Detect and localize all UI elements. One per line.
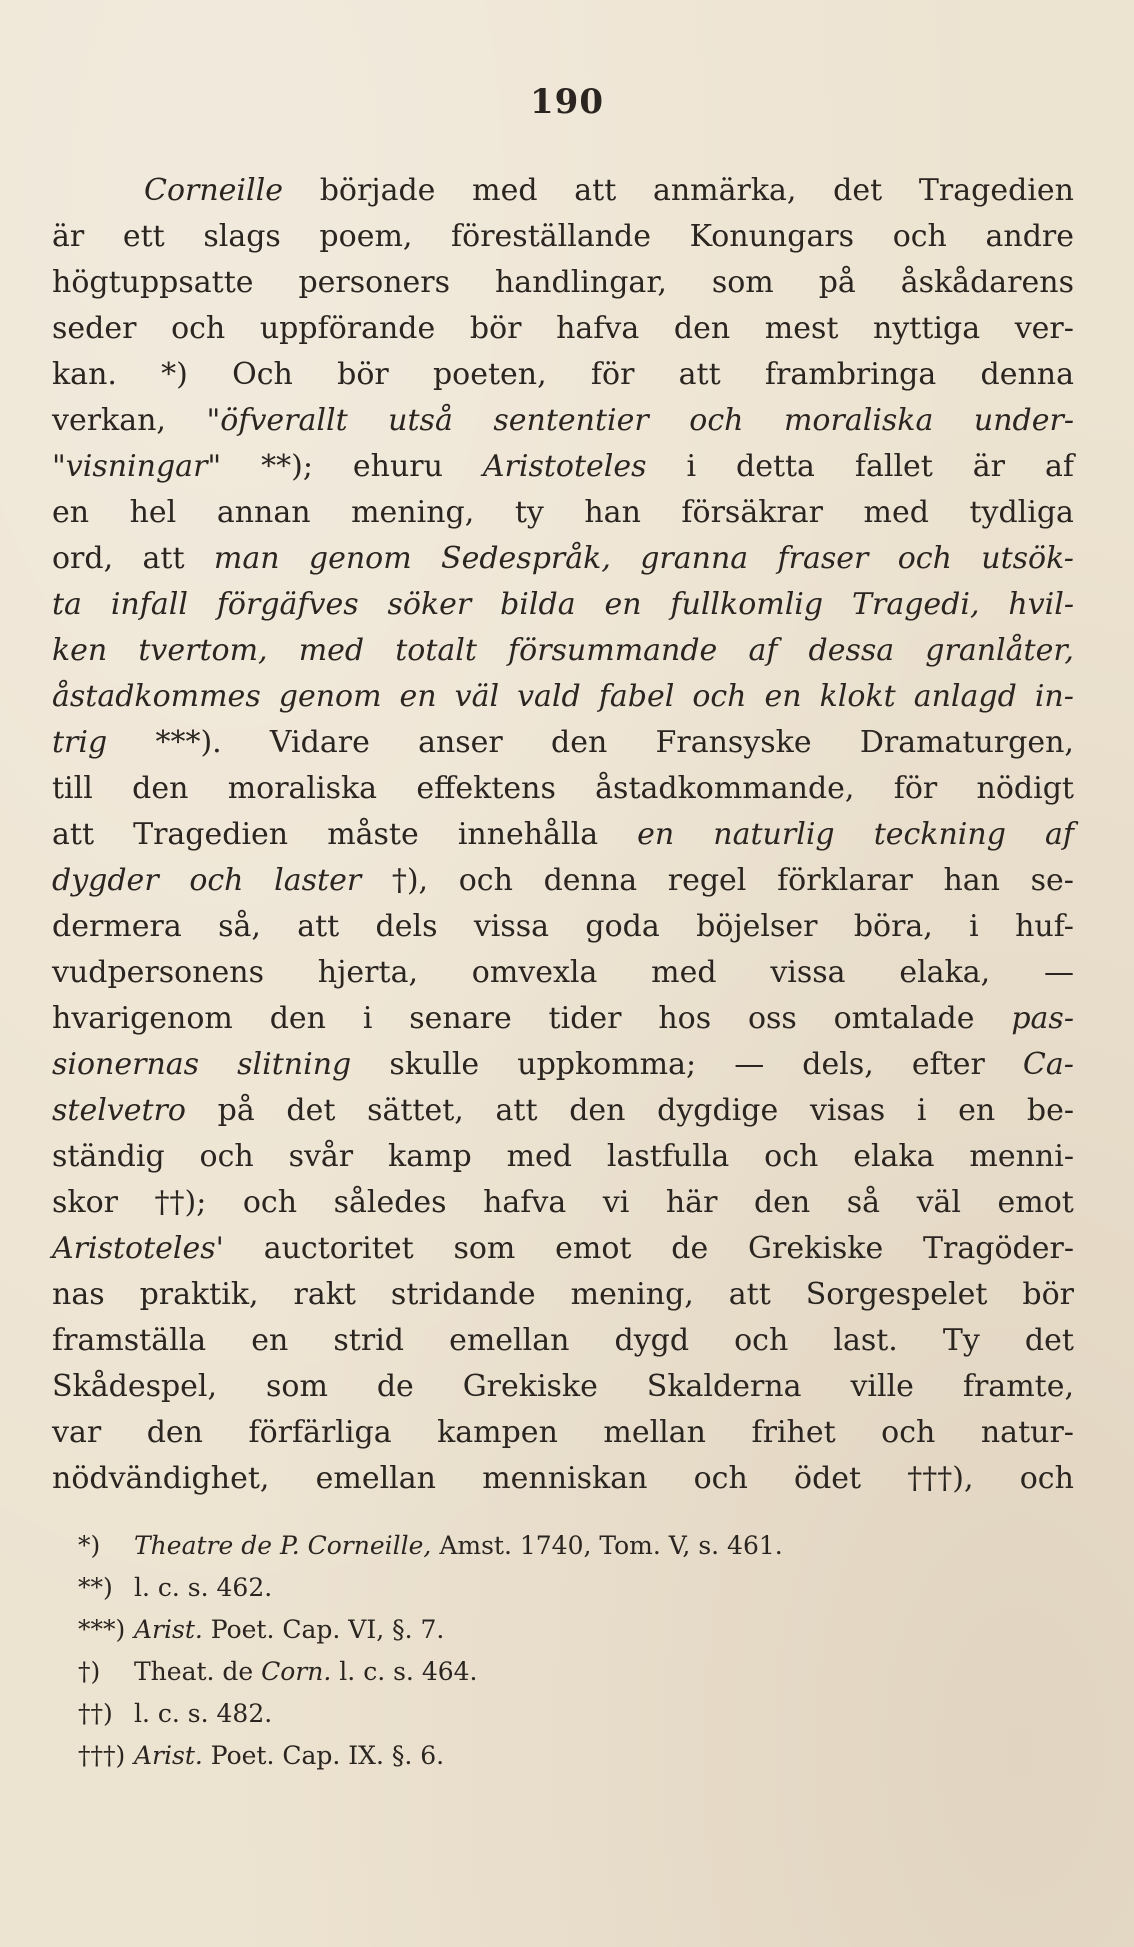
word: högtuppsatte xyxy=(52,265,254,300)
word: pas- xyxy=(1011,1001,1074,1036)
word: verkan, xyxy=(52,403,166,438)
word: ehuru xyxy=(352,449,443,484)
text-line xyxy=(52,1180,1074,1226)
word: lastfulla xyxy=(606,1139,730,1174)
word: fraser xyxy=(777,541,869,576)
word: efter xyxy=(911,1047,985,1082)
word: "visningar" xyxy=(52,449,222,484)
word: visas xyxy=(809,1093,886,1128)
word: och xyxy=(892,219,947,254)
word: och xyxy=(242,1185,298,1220)
word: en xyxy=(958,1093,996,1128)
word: emot xyxy=(997,1185,1074,1220)
word: den xyxy=(551,725,608,760)
word: detta xyxy=(735,449,815,484)
word: förklarar xyxy=(777,863,913,898)
word: tydliga xyxy=(969,495,1074,530)
word: slitning xyxy=(237,1047,352,1082)
word: de xyxy=(376,1369,414,1404)
footnote xyxy=(78,1735,1058,1777)
word: teckning xyxy=(873,817,1006,852)
word: af xyxy=(748,633,778,668)
word: så xyxy=(846,1185,881,1220)
word: Ty xyxy=(942,1323,980,1358)
word: och xyxy=(881,1415,936,1450)
word: *) xyxy=(161,357,188,392)
word: och xyxy=(734,1323,789,1358)
word: det xyxy=(1024,1323,1074,1358)
word: Dramaturgen, xyxy=(859,725,1074,760)
page-number: 190 xyxy=(530,82,604,122)
word: den xyxy=(569,1093,626,1128)
word: denna xyxy=(980,357,1074,392)
text-line xyxy=(52,1456,1074,1502)
word: Grekiske xyxy=(748,1231,884,1266)
word: den xyxy=(753,1185,811,1220)
word: sionernas xyxy=(52,1047,200,1082)
word: Sedespråk, xyxy=(441,541,611,576)
word: trig xyxy=(52,725,108,760)
word: vudpersonens xyxy=(52,955,265,990)
word: vissa xyxy=(770,955,846,990)
word: och xyxy=(689,403,744,438)
word: bilda xyxy=(500,587,576,622)
word: goda xyxy=(585,909,660,944)
word: dermera xyxy=(52,909,182,944)
word: tvertom, xyxy=(138,633,268,668)
word: skulle xyxy=(389,1047,480,1082)
text-line xyxy=(52,582,1074,628)
footnote-text: Theatre de P. Corneille, xyxy=(134,1531,432,1560)
word: i xyxy=(969,909,979,944)
word: slags xyxy=(203,219,281,254)
word: förgäfves xyxy=(216,587,359,622)
word: ödet xyxy=(794,1461,862,1496)
word: i xyxy=(362,1001,373,1036)
word: Tragöder- xyxy=(923,1231,1074,1266)
word: att xyxy=(574,173,617,208)
word: anser xyxy=(418,725,503,760)
word: †††), xyxy=(907,1461,974,1496)
word: mest xyxy=(764,311,839,346)
text-line xyxy=(52,996,1074,1042)
word: hafva xyxy=(556,311,640,346)
word: Vidare xyxy=(269,725,370,760)
word: skor xyxy=(52,1185,118,1220)
word: frambringa xyxy=(764,357,937,392)
footnote xyxy=(78,1567,1058,1609)
word: frihet xyxy=(751,1415,836,1450)
word: framställa xyxy=(52,1323,207,1358)
word: och xyxy=(171,311,226,346)
word: nas xyxy=(52,1277,105,1312)
word: och xyxy=(189,863,244,898)
word: med xyxy=(651,955,717,990)
word: åstadkommes xyxy=(52,679,261,714)
word: se- xyxy=(1030,863,1074,898)
word: som xyxy=(711,265,774,300)
word: Konungars xyxy=(689,219,855,254)
text-line xyxy=(52,1088,1074,1134)
word: bör xyxy=(1022,1277,1074,1312)
word: — xyxy=(1043,955,1074,990)
word: genom xyxy=(278,679,382,714)
word: väl xyxy=(916,1185,962,1220)
text-line xyxy=(52,674,1074,720)
word: är xyxy=(972,449,1006,484)
word: och xyxy=(692,679,747,714)
word: svår xyxy=(288,1139,354,1174)
word: rakt xyxy=(293,1277,356,1312)
word: hjerta, xyxy=(317,955,418,990)
word: praktik, xyxy=(139,1277,259,1312)
word: andre xyxy=(985,219,1074,254)
text-line xyxy=(52,904,1074,950)
word: med xyxy=(506,1139,572,1174)
word: handlingar, xyxy=(494,265,667,300)
word: moraliska xyxy=(227,771,378,806)
word: kan. xyxy=(52,357,117,392)
footnote-text: Corn. xyxy=(261,1657,332,1686)
footnote-text: l. c. s. 462. xyxy=(134,1573,273,1602)
word: försummande xyxy=(508,633,718,668)
word: för xyxy=(590,357,635,392)
word: ††); xyxy=(154,1185,207,1220)
word: på xyxy=(818,265,856,300)
word: böjelser xyxy=(696,909,818,944)
word: klokt xyxy=(819,679,896,714)
text-line xyxy=(52,536,1074,582)
word: började xyxy=(319,173,436,208)
word: mellan xyxy=(603,1415,706,1450)
word: stridande xyxy=(390,1277,536,1312)
word: det xyxy=(833,173,883,208)
footnote xyxy=(78,1693,1058,1735)
word: emellan xyxy=(315,1461,436,1496)
word: bör xyxy=(337,357,389,392)
footnote-mark: ††) xyxy=(78,1699,113,1728)
text-line xyxy=(52,260,1074,306)
word: fabel xyxy=(598,679,675,714)
text-line xyxy=(52,168,1074,214)
word: och xyxy=(458,863,513,898)
text-line xyxy=(52,1226,1074,1272)
word: för xyxy=(893,771,938,806)
word: oss xyxy=(747,1001,797,1036)
word: i xyxy=(686,449,697,484)
word: åstadkommande, xyxy=(595,771,855,806)
footnote-text: Arist. xyxy=(134,1741,203,1770)
text-line xyxy=(52,352,1074,398)
word: som xyxy=(453,1231,516,1266)
word: att xyxy=(678,357,721,392)
word: mening, xyxy=(351,495,475,530)
word: dessa xyxy=(808,633,895,668)
text-line xyxy=(52,490,1074,536)
footnotes xyxy=(78,1525,1058,1777)
word: mening, xyxy=(570,1277,694,1312)
word: in- xyxy=(1034,679,1074,714)
word: framte, xyxy=(962,1369,1074,1404)
word: väl xyxy=(454,679,500,714)
word: anlagd xyxy=(913,679,1017,714)
word: med xyxy=(472,173,538,208)
word: att xyxy=(142,541,185,576)
text-line xyxy=(52,720,1074,766)
word: effektens xyxy=(416,771,556,806)
word: nödvändighet, xyxy=(52,1461,270,1496)
word: †), xyxy=(391,863,429,898)
word: sättet, xyxy=(367,1093,464,1128)
word: att xyxy=(495,1093,538,1128)
word: uppförande xyxy=(259,311,436,346)
word: omvexla xyxy=(471,955,598,990)
word: strid xyxy=(333,1323,404,1358)
word: att xyxy=(52,817,94,852)
text-line xyxy=(52,1364,1074,1410)
footnote xyxy=(78,1651,1058,1693)
word: ville xyxy=(850,1369,914,1404)
word: vissa xyxy=(473,909,550,944)
word: Fransyske xyxy=(655,725,812,760)
word: Aristoteles' xyxy=(52,1231,224,1266)
word: således xyxy=(333,1185,447,1220)
word: ken xyxy=(52,633,108,668)
word: att xyxy=(297,909,340,944)
text-line xyxy=(52,1042,1074,1088)
footnote-text: Amst. 1740, Tom. V, s. 461. xyxy=(431,1531,783,1560)
text-line xyxy=(52,812,1074,858)
word: ta xyxy=(52,587,82,622)
text-line xyxy=(52,628,1074,674)
word: hafva xyxy=(483,1185,567,1220)
word: poeten, xyxy=(432,357,547,392)
word: uppkomma; xyxy=(517,1047,697,1082)
word: med xyxy=(863,495,929,530)
word: sententier xyxy=(493,403,649,438)
text-line xyxy=(52,1272,1074,1318)
word: kamp xyxy=(388,1139,472,1174)
word: utså xyxy=(388,403,453,438)
word: omtalade xyxy=(833,1001,975,1036)
word: Aristoteles xyxy=(482,449,647,484)
word: fallet xyxy=(854,449,933,484)
word: förfärliga xyxy=(248,1415,392,1450)
word: han xyxy=(943,863,1000,898)
word: infall xyxy=(110,587,188,622)
word: en xyxy=(764,679,802,714)
word: en xyxy=(399,679,437,714)
word: Och xyxy=(232,357,293,392)
word: dels, xyxy=(802,1047,874,1082)
word: naturlig xyxy=(713,817,835,852)
word: var xyxy=(52,1415,102,1450)
footnote-text: Arist. xyxy=(134,1615,203,1644)
word: genom xyxy=(308,541,412,576)
word: dygder xyxy=(52,863,159,898)
word: hos xyxy=(658,1001,712,1036)
word: den xyxy=(673,311,731,346)
footnote xyxy=(78,1609,1058,1651)
footnote-text: l. c. s. 482. xyxy=(134,1699,273,1728)
word: åskådarens xyxy=(900,265,1074,300)
word: hel xyxy=(129,495,177,530)
word: ett xyxy=(122,219,165,254)
word: granna xyxy=(640,541,749,576)
word: en xyxy=(604,587,642,622)
word: ver- xyxy=(1014,311,1074,346)
word: personers xyxy=(298,265,451,300)
text-line xyxy=(52,950,1074,996)
word: vald xyxy=(517,679,581,714)
word: som xyxy=(265,1369,328,1404)
word: menni- xyxy=(969,1139,1074,1174)
footnote-mark: ***) xyxy=(78,1615,126,1644)
word: annan xyxy=(216,495,311,530)
word: böra, xyxy=(853,909,933,944)
word: nödigt xyxy=(976,771,1074,806)
word: ty xyxy=(514,495,544,530)
word: anmärka, xyxy=(652,173,797,208)
word: granlåter, xyxy=(925,633,1074,668)
word: Grekiske xyxy=(462,1369,598,1404)
word: så, xyxy=(218,909,261,944)
word: söker xyxy=(387,587,472,622)
word: dygdige xyxy=(657,1093,779,1128)
word: och xyxy=(1019,1461,1074,1496)
word: och xyxy=(199,1139,254,1174)
word: en xyxy=(637,817,675,852)
word: elaka, xyxy=(899,955,991,990)
text-line xyxy=(52,1134,1074,1180)
text-line xyxy=(52,766,1074,812)
word: dels xyxy=(375,909,438,944)
word: den xyxy=(146,1415,203,1450)
word: huf- xyxy=(1015,909,1074,944)
word: af xyxy=(1044,817,1074,852)
footnote-mark: *) xyxy=(78,1531,101,1560)
word: med xyxy=(298,633,365,668)
word: laster xyxy=(274,863,362,898)
word: emellan xyxy=(449,1323,570,1358)
word: måste xyxy=(327,817,419,852)
text-line xyxy=(52,398,1074,444)
word: senare xyxy=(409,1001,512,1036)
word: nyttiga xyxy=(873,311,981,346)
footnote-text: Poet. Cap. IX. §. 6. xyxy=(202,1741,445,1770)
word: emot xyxy=(555,1231,632,1266)
footnote xyxy=(78,1525,1058,1567)
word: regel xyxy=(667,863,747,898)
word: hvil- xyxy=(1008,587,1074,622)
word: innehålla xyxy=(457,817,599,852)
word: är xyxy=(52,219,85,254)
word: det xyxy=(286,1093,336,1128)
word: försäkrar xyxy=(681,495,823,530)
footnote-mark: **) xyxy=(78,1573,113,1602)
word: auctoritet xyxy=(263,1231,414,1266)
word: "öfverallt xyxy=(206,403,348,438)
word: Sorgespelet xyxy=(805,1277,988,1312)
word: på xyxy=(217,1093,255,1128)
word: seder xyxy=(52,311,137,346)
word: här xyxy=(665,1185,718,1220)
word: Skalderna xyxy=(646,1369,802,1404)
text-line xyxy=(52,444,1074,490)
word: till xyxy=(52,771,93,806)
word: — xyxy=(734,1047,765,1082)
word: stelvetro xyxy=(52,1093,186,1128)
word: att xyxy=(728,1277,771,1312)
word: fullkomlig xyxy=(670,587,824,622)
word: och xyxy=(764,1139,819,1174)
text-line xyxy=(52,306,1074,352)
main-text xyxy=(52,168,1074,1502)
word: han xyxy=(584,495,641,530)
word: **); xyxy=(261,449,313,484)
word: last. xyxy=(833,1323,898,1358)
word: af xyxy=(1044,449,1074,484)
word: den xyxy=(132,771,189,806)
word: Corneille xyxy=(144,173,283,208)
word: utsök- xyxy=(981,541,1074,576)
word: de xyxy=(671,1231,709,1266)
word: och xyxy=(693,1461,748,1496)
word: Ca- xyxy=(1022,1047,1074,1082)
footnote-mark: †††) xyxy=(78,1741,126,1770)
word: vi xyxy=(602,1185,630,1220)
word: och xyxy=(897,541,952,576)
word: poem, xyxy=(319,219,413,254)
footnote-mark: †) xyxy=(78,1657,101,1686)
word: ***). xyxy=(155,725,222,760)
word: man xyxy=(213,541,280,576)
word: denna xyxy=(543,863,638,898)
word: ord, xyxy=(52,541,114,576)
word: moraliska xyxy=(783,403,934,438)
word: Tragedi, xyxy=(851,587,980,622)
word: be- xyxy=(1026,1093,1074,1128)
word: en xyxy=(251,1323,289,1358)
word: en xyxy=(52,495,90,530)
word: den xyxy=(269,1001,326,1036)
word: tider xyxy=(548,1001,622,1036)
word: natur- xyxy=(980,1415,1074,1450)
word: elaka xyxy=(853,1139,935,1174)
word: kampen xyxy=(437,1415,558,1450)
text-line xyxy=(52,858,1074,904)
text-line xyxy=(52,214,1074,260)
word: ständig xyxy=(52,1139,165,1174)
word: Tragedien xyxy=(133,817,289,852)
word: i xyxy=(916,1093,927,1128)
word: Skådespel, xyxy=(52,1369,218,1404)
word: under- xyxy=(973,403,1074,438)
footnote-text: l. c. s. 464. xyxy=(331,1657,478,1686)
word: Tragedien xyxy=(918,173,1074,208)
word: menniskan xyxy=(482,1461,648,1496)
word: dygd xyxy=(614,1323,690,1358)
word: bör xyxy=(469,311,522,346)
footnote-text: Poet. Cap. VI, §. 7. xyxy=(202,1615,445,1644)
word: hvarigenom xyxy=(52,1001,233,1036)
text-line xyxy=(52,1318,1074,1364)
word: totalt xyxy=(395,633,477,668)
word: föreställande xyxy=(451,219,651,254)
footnote-text: Theat. de xyxy=(134,1657,262,1686)
text-line xyxy=(52,1410,1074,1456)
